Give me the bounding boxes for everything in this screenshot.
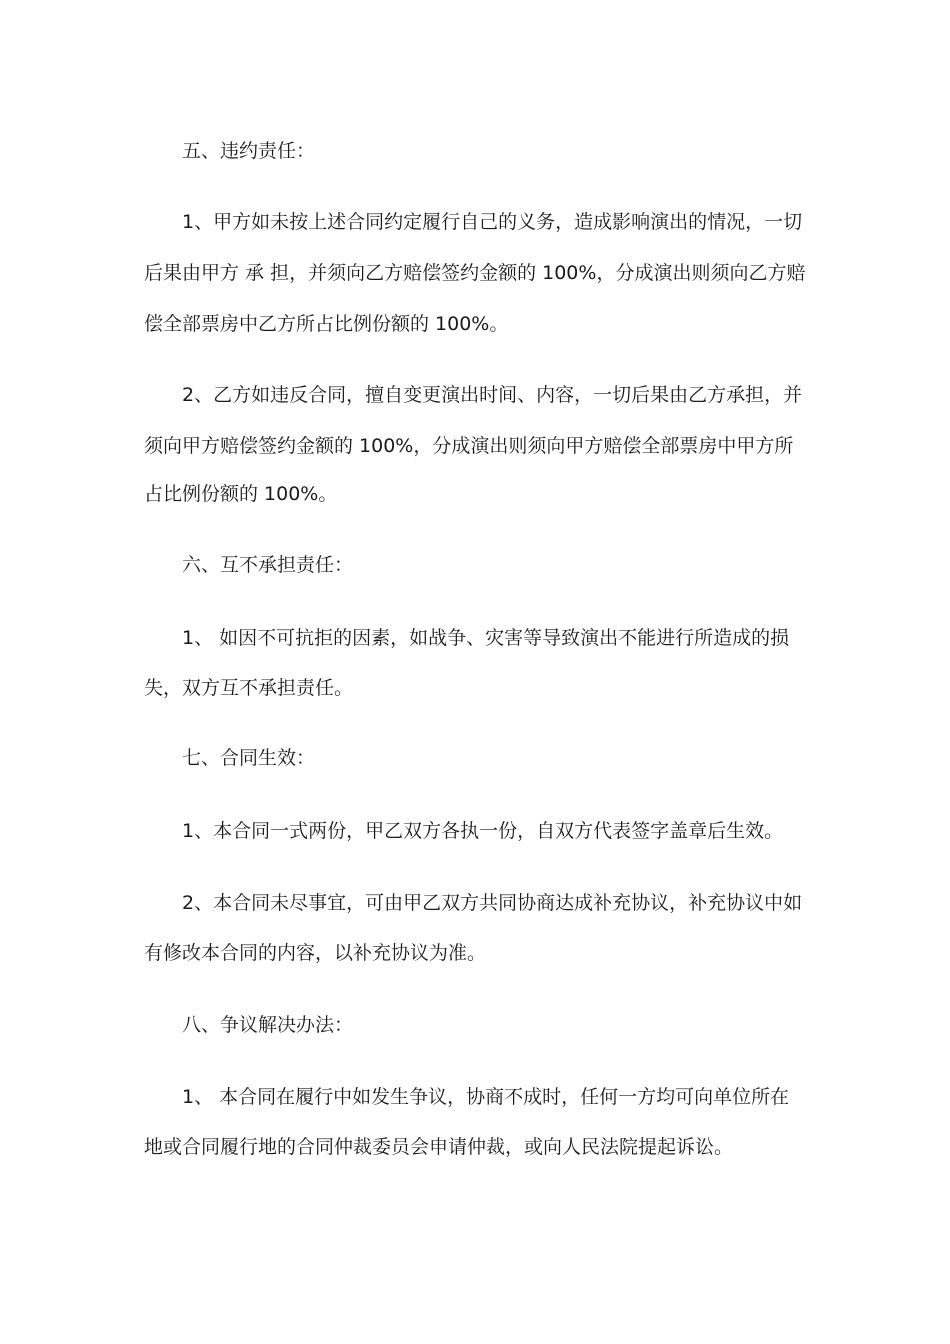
clause-line: 1、甲方如未按上述合同约定履行自己的义务，造成影响演出的情况，一切 — [182, 211, 803, 233]
clause-line: 2、本合同未尽事宜，可由甲乙双方共同协商达成补充协议，补充协议中如 — [182, 892, 803, 914]
clause-line: 须向甲方赔偿签约金额的 100%，分成演出则须向甲方赔偿全部票房中甲方所 — [144, 435, 794, 457]
clause-line: 地或合同履行地的合同仲裁委员会申请仲裁，或向人民法院提起诉讼。 — [144, 1136, 734, 1158]
clause-line: 偿全部票房中乙方所占比例份额的 100%。 — [144, 313, 509, 335]
section-heading: 五、违约责任： — [182, 140, 316, 162]
clause-line: 后果由甲方 承 担，并须向乙方赔偿签约金额的 100%，分成演出则须向乙方赔 — [144, 262, 806, 284]
clause-line: 失，双方互不承担责任。 — [144, 677, 354, 699]
section-heading: 七、合同生效： — [182, 747, 316, 769]
clause-line: 1、本合同一式两份，甲乙双方各执一份，自双方代表签字盖章后生效。 — [182, 820, 784, 842]
clause-line: 1、 本合同在履行中如发生争议，协商不成时，任何一方均可向单位所在 — [182, 1086, 790, 1108]
clause-line: 有修改本合同的内容，以补充协议为准。 — [144, 942, 487, 964]
section-heading: 八、争议解决办法： — [182, 1014, 354, 1036]
clause-line: 1、 如因不可抗拒的因素，如战争、灾害等导致演出不能进行所造成的损 — [182, 627, 790, 649]
clause-line: 2、乙方如违反合同，擅自变更演出时间、内容，一切后果由乙方承担，并 — [182, 384, 803, 406]
section-heading: 六、互不承担责任： — [182, 554, 354, 576]
clause-line: 占比例份额的 100%。 — [144, 483, 338, 505]
